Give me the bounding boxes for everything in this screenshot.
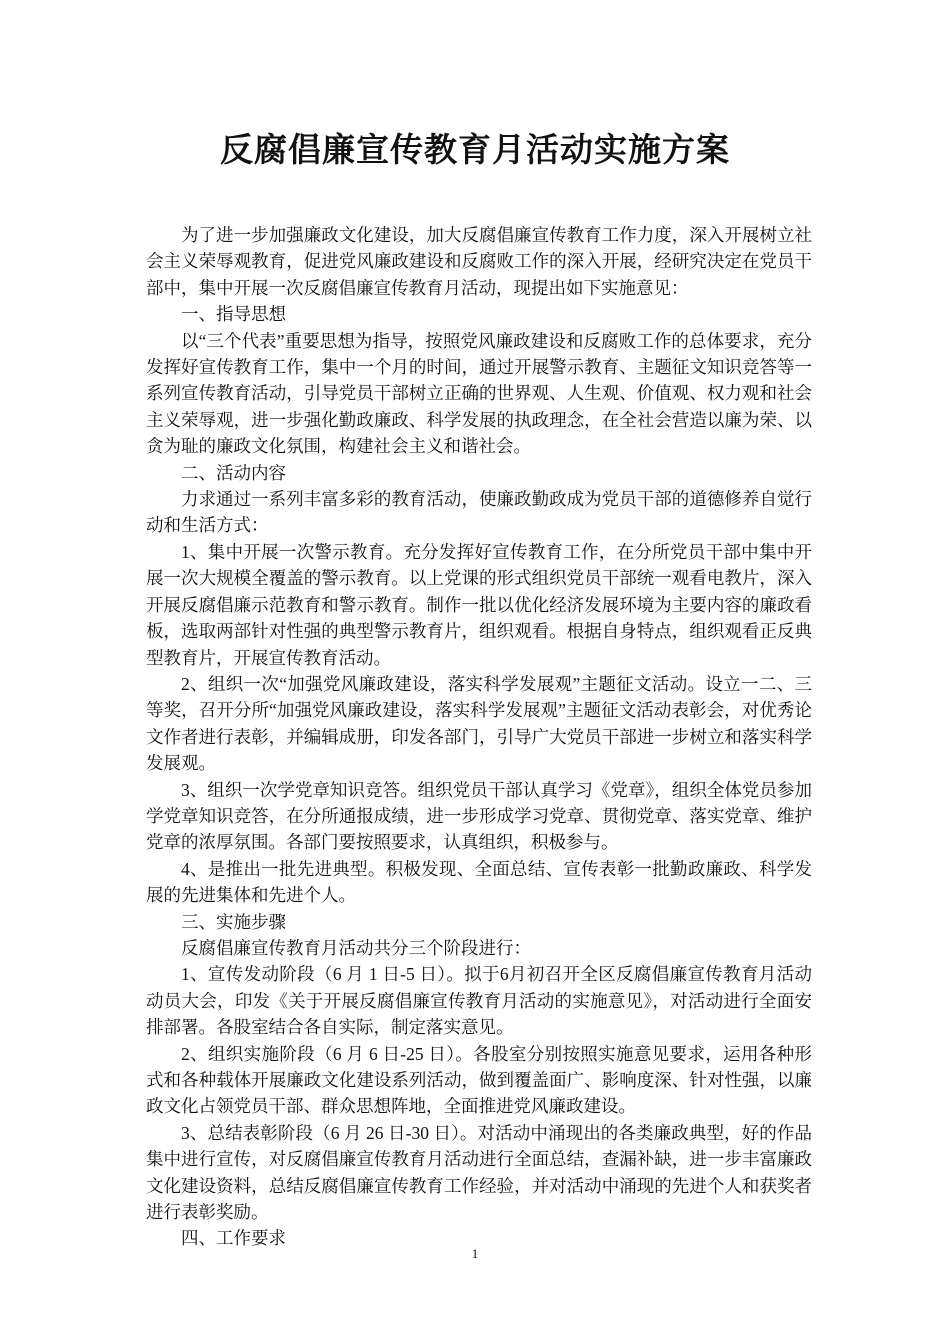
paragraph: 2、组织实施阶段（6 月 6 日-25 日）。各股室分别按照实施意见要求，运用各种形式和各种载体开展廉政文化建设系列活动，做到覆盖面广、影响度深、针对性强，以廉政文化占领党员干部、群众思想阵地，全面推进党风廉政建设。 xyxy=(146,1043,812,1117)
paragraph: 2、组织一次“加强党风廉政建设，落实科学发展观”主题征文活动。设立一二、三等奖，召开分所“加强党风廉政建设，落实科学发展观”主题征文活动表彰会，对优秀论文作者进行表彰，并编辑成册，印发各部门，引导广大党员干部进一步树立和落实科学发展观。 xyxy=(146,673,812,774)
paragraph: 1、宣传发动阶段（6 月 1 日-5 日）。拟于6月初召开全区反腐倡廉宣传教育月活动动员大会，印发《关于开展反腐倡廉宣传教育月活动的实施意见》，对活动进行全面安排部署。各股室结合各自实际，制定落实意见。 xyxy=(146,964,812,1038)
section-heading-guiding-ideology: 一、指导思想 xyxy=(181,304,286,325)
paragraph: 反腐倡廉宣传教育月活动共分三个阶段进行： xyxy=(181,937,531,958)
section-heading-implementation-steps: 三、实施步骤 xyxy=(181,911,286,932)
paragraph: 3、总结表彰阶段（6 月 26 日-30 日）。对活动中涌现出的各类廉政典型，好的作品集中进行宣传，对反腐倡廉宣传教育月活动进行全面总结，查漏补缺，进一步丰富廉政文化建设资料，总结反腐倡廉宣传教育工作经验，并对活动中涌现的先进个人和获奖者进行表彰奖励。 xyxy=(146,1122,812,1223)
paragraph-intro: 为了进一步加强廉政文化建设，加大反腐倡廉宣传教育工作力度，深入开展树立社会主义荣辱观教育，促进党风廉政建设和反腐败工作的深入开展，经研究决定在党员干部中，集中开展一次反腐倡廉宣传教育月活动，现提出如下实施意见： xyxy=(146,225,812,298)
paragraph: 3、组织一次学党章知识竞答。组织党员干部认真学习《党章》，组织全体党员参加学党章知识竞答，在分所通报成绩，进一步形成学习党章、贯彻党章、落实党章、维护党章的浓厚氛围。各部门要按照要求，认真组织，积极参与。 xyxy=(146,779,812,853)
page-number: 1 xyxy=(471,1246,479,1261)
section-heading-work-requirements: 四、工作要求 xyxy=(181,1228,286,1249)
document-body xyxy=(146,222,812,1252)
paragraph: 力求通过一系列丰富多彩的教育活动，使廉政勤政成为党员干部的道德修养自觉行动和生活方式： xyxy=(146,489,812,536)
paragraph: 4、是推出一批先进典型。积极发现、全面总结、宣传表彰一批勤政廉政、科学发展的先进集体和先进个人。 xyxy=(146,858,812,906)
paragraph: 1、集中开展一次警示教育。充分发挥好宣传教育工作，在分所党员干部中集中开展一次大规模全覆盖的警示教育。以上党课的形式组织党员干部统一观看电教片，深入开展反腐倡廉示范教育和警示教育。制作一批以优化经济发展环境为主要内容的廉政看板，选取两部针对性强的典型警示教育片，组织观看。根据自身特点，组织观看正反典型教育片，开展宣传教育活动。 xyxy=(146,541,812,668)
paragraph: 以“三个代表”重要思想为指导，按照党风廉政建设和反腐败工作的总体要求，充分发挥好宣传教育工作，集中一个月的时间，通过开展警示教育、主题征文知识竞答等一系列宣传教育活动，引导党员干部树立正确的世界观、人生观、价值观、权力观和社会主义荣辱观，进一步强化勤政廉政、科学发展的执政理念，在全社会营造以廉为荣、以贪为耻的廉政文化氛围，构建社会主义和谐社会。 xyxy=(146,330,812,457)
document-title: 反腐倡廉宣传教育月活动实施方案 xyxy=(220,130,730,169)
section-heading-activity-content: 二、活动内容 xyxy=(181,462,286,483)
